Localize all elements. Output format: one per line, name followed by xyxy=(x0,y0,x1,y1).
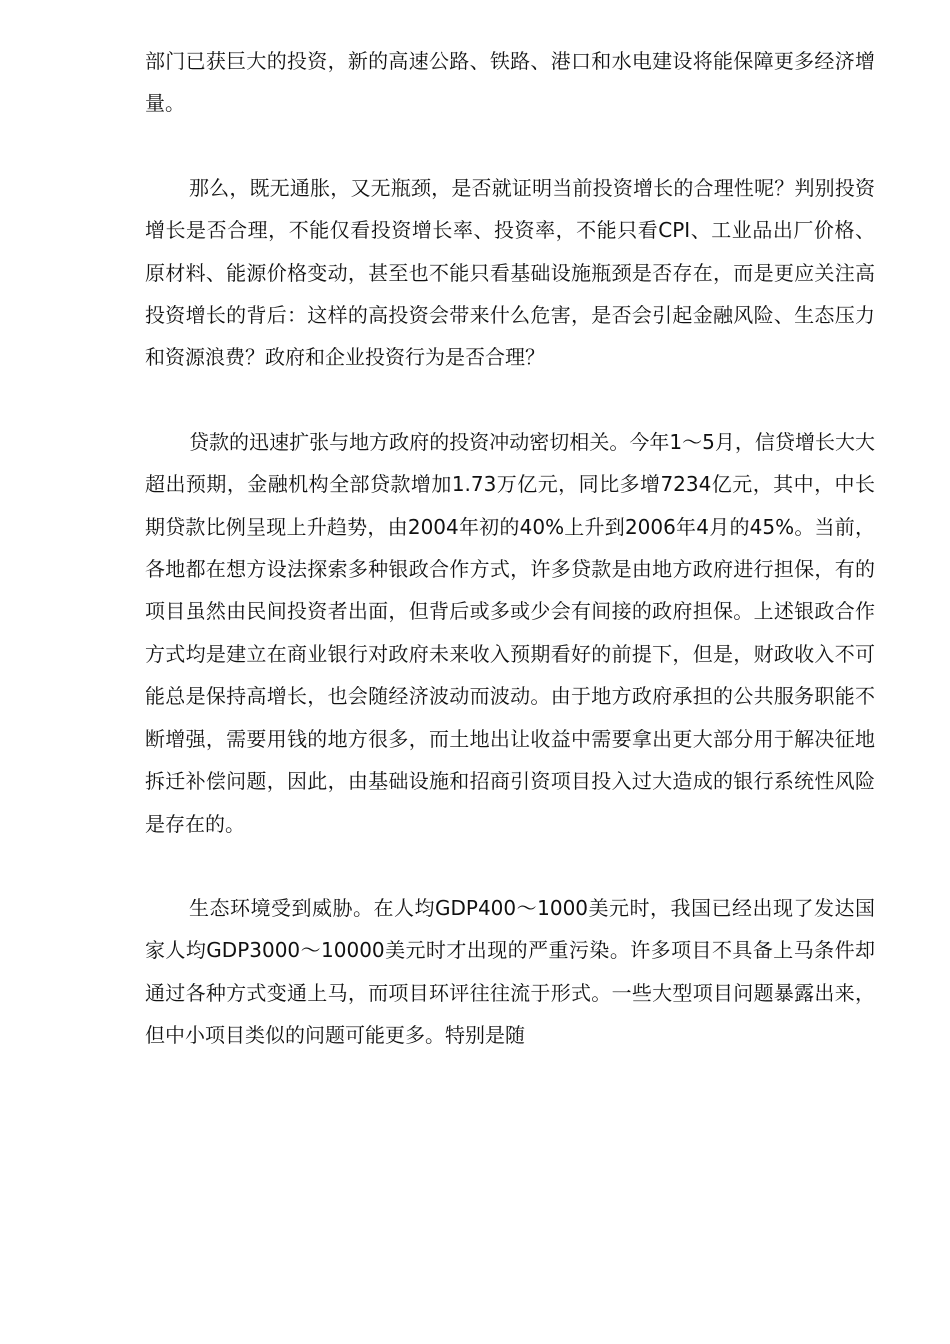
paragraph-4: 生态环境受到威胁。在人均GDP400～1000美元时，我国已经出现了发达国家人均GDP3000～10000美元时才出现的严重污染。许多项目不具备上马条件却通过各种方式变通上马，而项目环评往往流于形式。一些大型项目问题暴露出来，但中小项目类似的问题可能更多。特别是随 xyxy=(145,895,875,1048)
document-body xyxy=(145,40,875,1099)
paragraph-1: 部门已获巨大的投资，新的高速公路、铁路、港口和水电建设将能保障更多经济增量。 xyxy=(145,49,875,116)
paragraph-2: 那么，既无通胀，又无瓶颈，是否就证明当前投资增长的合理性呢？判别投资增长是否合理，不能仅看投资增长率、投资率，不能只看CPI、工业品出厂价格、原材料、能源价格变动，甚至也不能只看基础设施瓶颈是否存在，而是更应关注高投资增长的背后：这样的高投资会带来什么危害，是否会引起金融风险、生态压力和资源浪费？政府和企业投资行为是否合理？ xyxy=(145,175,875,370)
paragraph-3: 贷款的迅速扩张与地方政府的投资冲动密切相关。今年1～5月，信贷增长大大超出预期，金融机构全部贷款增加1.73万亿元，同比多增7234亿元，其中，中长期贷款比例呈现上升趋势，由2004年初的40%上升到2006年4月的45%。当前，各地都在想方设法探索多种银政合作方式，许多贷款是由地方政府进行担保，有的项目虽然由民间投资者出面，但背后或多或少会有间接的政府担保。上述银政合作方式均是建立在商业银行对政府未来收入预期看好的前提下，但是，财政收入不可能总是保持高增长，也会随经济波动而波动。由于地方政府承担的公共服务职能不断增强，需要用钱的地方很多，而土地出让收益中需要拿出更大部分用于解决征地拆迁补偿问题，因此，由基础设施和招商引资项目投入过大造成的银行系统性风险是存在的。 xyxy=(145,429,875,836)
